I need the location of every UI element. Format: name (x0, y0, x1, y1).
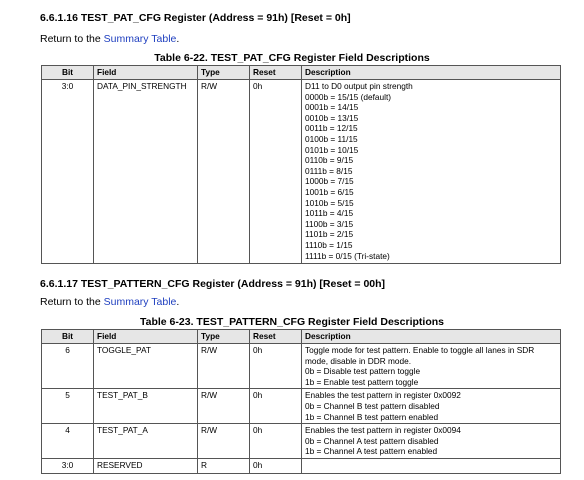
bit-header: Bit (42, 330, 94, 344)
return-suffix: . (176, 33, 180, 45)
section-heading-test-pattern-cfg: 6.6.1.17 TEST_PATTERN_CFG Register (Address = 91h) [Reset = 00h] (40, 278, 386, 290)
description-line: 1110b = 1/15 (305, 239, 353, 250)
type-cell: R/W (198, 80, 250, 264)
description-line: Enables the test pattern in register 0x0092 (305, 390, 461, 401)
description-cell (302, 80, 561, 264)
description-header: Description (302, 330, 561, 344)
type-cell: R (198, 458, 250, 473)
description-line: Enables the test pattern in register 0x0094 (305, 425, 461, 436)
description-line: Toggle mode for test pattern. Enable to toggle all lanes in SDR (305, 345, 535, 355)
section-heading-test-pat-cfg: 6.6.1.16 TEST_PAT_CFG Register (Address = 91h) [Reset = 0h] (40, 12, 351, 24)
type-cell: R/W (198, 424, 250, 459)
description-line: 1010b = 5/15 (305, 197, 354, 208)
description-line: 0001b = 14/15 (305, 102, 359, 113)
description-cell (302, 424, 561, 459)
description-line: 0011b = 12/15 (305, 123, 358, 134)
bit-cell: 3:0 (42, 80, 94, 264)
description-line: 0b = Channel A test pattern disabled (305, 435, 439, 446)
field-cell: DATA_PIN_STRENGTH (94, 80, 198, 264)
description-cell (302, 458, 561, 473)
description-line: 0b = Disable test pattern toggle (305, 366, 421, 377)
table-row (42, 458, 561, 473)
table-row (42, 389, 561, 424)
type-header: Type (198, 330, 250, 344)
field-cell: TEST_PAT_A (94, 424, 198, 459)
table-header-row (42, 330, 561, 344)
return-prefix: Return to the (40, 296, 104, 308)
description-line: 0100b = 11/15 (305, 133, 358, 144)
description-line: 0000b = 15/15 (default) (305, 91, 392, 102)
field-cell: RESERVED (94, 458, 198, 473)
bit-header: Bit (42, 66, 94, 80)
description-line: 1111b = 0/15 (Tri-state) (305, 250, 390, 261)
description-header: Description (302, 66, 561, 80)
description-line: 0101b = 10/15 (305, 144, 359, 155)
register-field-table-2 (41, 329, 561, 474)
description-line: 1b = Channel B test pattern enabled (305, 411, 439, 422)
reset-cell: 0h (250, 80, 302, 264)
bit-cell: 6 (42, 344, 94, 389)
field-header: Field (94, 330, 198, 344)
reset-header: Reset (250, 330, 302, 344)
description-line: mode, disable in DDR mode. (305, 355, 412, 366)
summary-table-link[interactable]: Summary Table (103, 33, 177, 45)
bit-cell: 5 (42, 389, 94, 424)
description-line: 1b = Enable test pattern toggle (305, 376, 419, 387)
description-line: 0b = Channel B test pattern disabled (305, 400, 440, 411)
return-suffix: . (176, 296, 180, 308)
return-line (40, 296, 179, 308)
register-field-table-1 (41, 65, 561, 264)
summary-table-link[interactable]: Summary Table (103, 296, 177, 308)
bit-cell: 3:0 (42, 458, 94, 473)
field-header: Field (94, 66, 198, 80)
reset-cell: 0h (250, 389, 302, 424)
field-cell: TOGGLE_PAT (94, 344, 198, 389)
description-line: 0110b = 9/15 (305, 155, 354, 166)
field-cell: TEST_PAT_B (94, 389, 198, 424)
return-prefix: Return to the (40, 33, 104, 45)
description-cell (302, 389, 561, 424)
description-line: 0111b = 8/15 (305, 165, 353, 176)
description-line: 1100b = 3/15 (305, 218, 354, 229)
reset-header: Reset (250, 66, 302, 80)
return-line (40, 33, 179, 45)
reset-cell: 0h (250, 344, 302, 389)
description-line: 1000b = 7/15 (305, 176, 354, 187)
table-header-row (42, 66, 561, 80)
type-header: Type (198, 66, 250, 80)
table-row (42, 424, 561, 459)
bit-cell: 4 (42, 424, 94, 459)
type-cell: R/W (198, 389, 250, 424)
description-line: 1b = Channel A test pattern enabled (305, 446, 438, 457)
description-line: D11 to D0 output pin strength (305, 81, 413, 91)
type-cell: R/W (198, 344, 250, 389)
reset-cell: 0h (250, 458, 302, 473)
description-line: 1001b = 6/15 (305, 186, 354, 197)
description-line: 1011b = 4/15 (305, 208, 354, 219)
reset-cell: 0h (250, 424, 302, 459)
description-line: 0010b = 13/15 (305, 112, 359, 123)
table-row (42, 80, 561, 264)
table-caption: Table 6-23. TEST_PATTERN_CFG Register Field Descriptions (140, 316, 444, 328)
description-cell (302, 344, 561, 389)
table-caption: Table 6-22. TEST_PAT_CFG Register Field Descriptions (154, 52, 430, 64)
description-line: 1101b = 2/15 (305, 229, 354, 240)
table-row (42, 344, 561, 389)
